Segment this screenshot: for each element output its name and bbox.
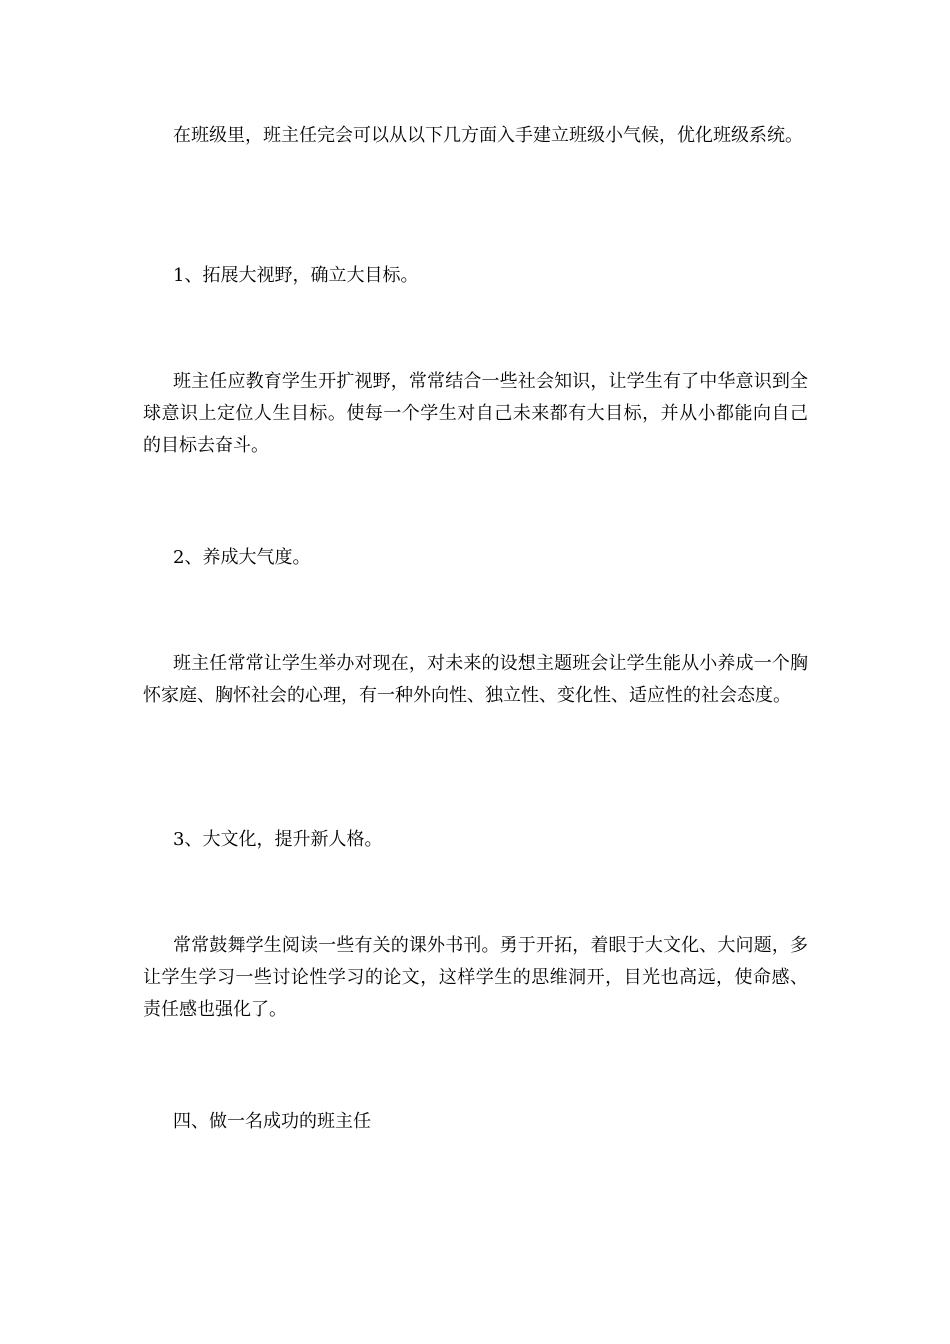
intro-paragraph: 在班级里，班主任完会可以从以下几方面入手建立班级小气候，优化班级系统。 xyxy=(173,125,803,146)
section-body-2: 班主任常常让学生举办对现在，对未来的设想主题班会让学生能从小养成一个胸怀家庭、胸怀社会的心理，有一种外向性、独立性、变化性、适应性的社会态度。 xyxy=(143,653,808,706)
section-body-1: 班主任应教育学生开扩视野，常常结合一些社会知识，让学生有了中华意识到全球意识上定位人生目标。使每一个学生对自己未来都有大目标，并从小都能向自己的目标去奋斗。 xyxy=(143,371,808,456)
section-body-3: 常常鼓舞学生阅读一些有关的课外书刊。勇于开拓，着眼于大文化、大问题，多让学生学习一些讨论性学习的论文，这样学生的思维洞开，目光也高远，使命感、责任感也强化了。 xyxy=(143,935,808,1020)
section-heading-2: 2、养成大气度。 xyxy=(173,547,311,568)
section-heading-1: 1、拓展大视野，确立大目标。 xyxy=(173,265,419,286)
section-heading-3: 3、大文化，提升新人格。 xyxy=(173,829,383,850)
chapter-heading-4: 四、做一名成功的班主任 xyxy=(173,1111,371,1132)
